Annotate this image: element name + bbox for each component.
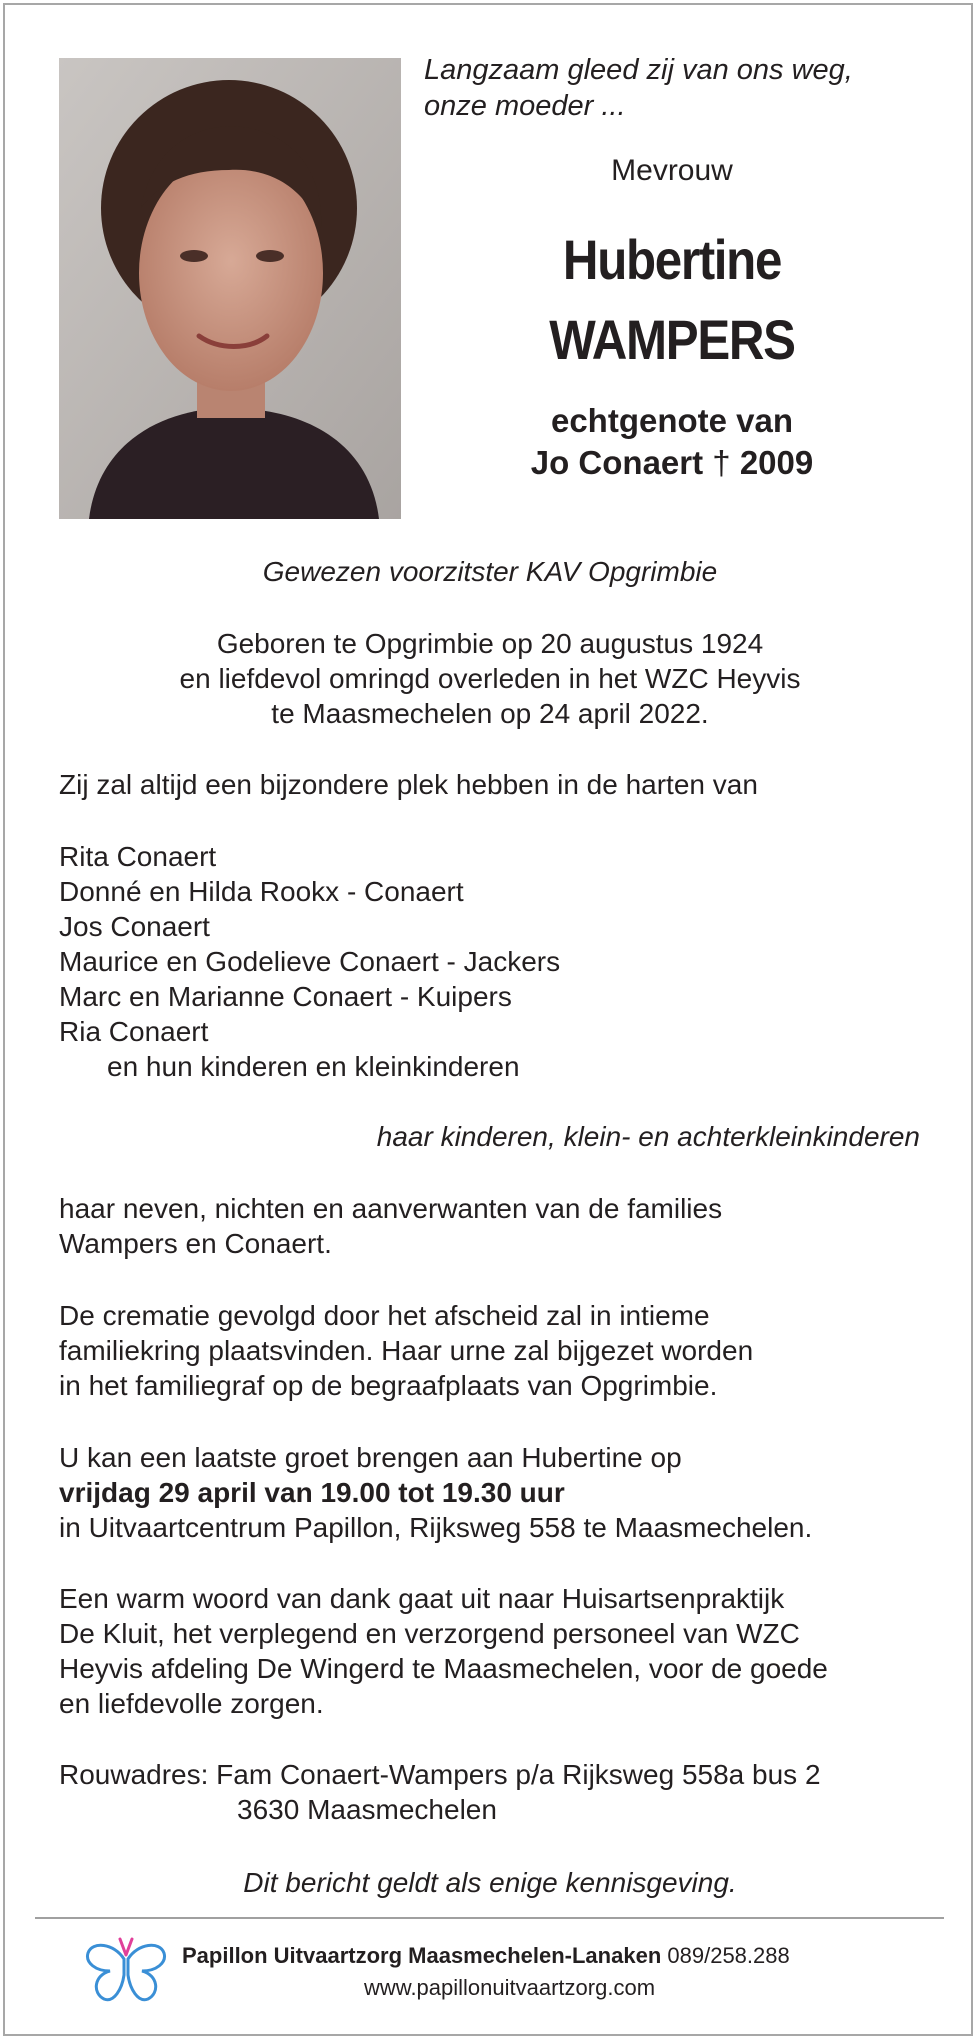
list-item: Jos Conaert [59, 911, 210, 942]
spouse-death-year: 2009 [739, 444, 814, 481]
opening-quote: Langzaam gleed zij van ons weg, onze moeder ... [424, 54, 853, 122]
cross-symbol: † [712, 444, 731, 481]
thanks-paragraph: Een warm woord van dank gaat uit naar Huisartsenpraktijk De Kluit, het verplegend en verzorgend personeel van WZC Heyvis afdeling De Wingerd te Maasmechelen, voor de goede en liefdevolle zorgen. [59, 1583, 828, 1719]
last-name: WAMPERS [549, 308, 795, 371]
mourning-address: Rouwadres: Fam Conaert-Wampers p/a Rijksweg 558a bus 2 3630 Maasmechelen [59, 1759, 821, 1825]
cremation-info: De crematie gevolgd door het afscheid zal in intieme familiekring plaatsvinden. Haar urne zal bijgezet worden in het familiegraf op de begraafplaats van Opgrimbie. [59, 1300, 754, 1401]
footer-divider [35, 1917, 944, 1919]
website-link[interactable]: www.papillonuitvaartzorg.com [364, 1975, 656, 2000]
list-item: Donné en Hilda Rookx - Conaert [59, 876, 464, 907]
role-line: Gewezen voorzitster KAV Opgrimbie [262, 556, 718, 587]
deceased-name [441, 220, 902, 380]
heart-line: Zij zal altijd een bijzondere plek hebben in de harten van [59, 769, 758, 800]
visitation-date-time: vrijdag 29 april van 19.00 tot 19.30 uur [59, 1477, 565, 1508]
visitation-info: U kan een laatste groet brengen aan Hubertine op vrijdag 29 april van 19.00 tot 19.30 uur in Uitvaartcentrum Papillon, Rijksweg 558 te Maasmechelen. [59, 1442, 813, 1543]
portrait-photo [59, 58, 401, 519]
list-item: Maurice en Godelieve Conaert - Jackers [59, 946, 561, 977]
spouse-info [410, 400, 934, 484]
children-list [59, 839, 560, 1084]
children-suffix: en hun kinderen en kleinkinderen [107, 1051, 520, 1082]
title-prefix: Mevrouw [611, 154, 733, 187]
extended-family: haar neven, nichten en aanverwanten van de families Wampers en Conaert. [59, 1193, 723, 1259]
notice-line: Dit bericht geldt als enige kennisgeving. [243, 1867, 737, 1898]
butterfly-logo-icon [84, 1937, 168, 2003]
list-item: Ria Conaert [59, 1016, 209, 1047]
first-name: Hubertine [562, 228, 782, 291]
spouse-relation: echtgenote van [550, 402, 794, 439]
phone-number: 089/258.288 [667, 1943, 790, 1968]
birth-death-info: Geboren te Opgrimbie op 20 augustus 1924 en liefdevol omringd overleden in het WZC Heyvis te Maasmechelen op 24 april 2022. [179, 628, 801, 729]
company-name: Papillon Uitvaartzorg Maasmechelen-Lanaken [182, 1943, 662, 1968]
spouse-name-line [410, 442, 934, 484]
footer-company-line [182, 1942, 790, 1970]
list-item: Marc en Marianne Conaert - Kuipers [59, 981, 512, 1012]
children-signature: haar kinderen, klein- en achterkleinkinderen [376, 1121, 920, 1152]
spouse-name: Jo Conaert [530, 444, 704, 481]
list-item: Rita Conaert [59, 841, 217, 872]
